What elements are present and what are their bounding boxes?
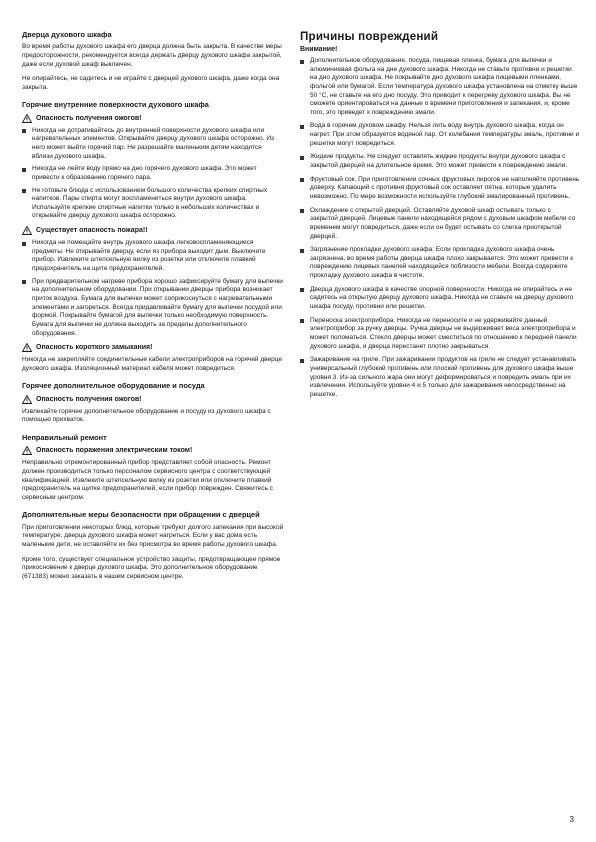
list-item: Дополнительное оборудование, посуда, пищевая пленка, бумага для выпечки и алюминиевая фольга на дне духового шкафа. Никогда не ставьте противни и решетки на дно духового шкафа. Не покрывайте дно духового шкафа пищевыми пленками, фольгой или бумагой. Если температура духового шкафа установлена на отметку выше 50 °C, не ставьте на его дно посуду. Это приводит к перегреву духового шкафа. Вы не сможете ориентироваться на данные о времени приготовления и запекания, и, кроме того, это приведет к повреждению эмали. [300, 57, 580, 117]
section-heading: Неправильный ремонт [22, 432, 107, 442]
warning-burn [22, 395, 284, 404]
page-title: Причины повреждений [300, 30, 439, 43]
warning-triangle-icon [22, 395, 32, 404]
section-improper-repair [22, 433, 284, 502]
list-item: При предварительном нагреве прибора хорошо зафиксируйте бумагу для выпечки на дополнительном оборудовании. При открывании дверцы прибора возникает приток воздуха. Бумага для выпечки может соприкоснуться с нагревательными элементами и загореться. Всегда придавливайте бумагу для выпечки посудой или формой. Покрывайте бумагой для выпечки только необходимую поверхность. Бумага для выпечки не должна выходить за пределы дополнительного оборудования. [22, 278, 284, 338]
paragraph: Никогда не закрепляйте соединительные кабели электроприборов на горячей дверце духового шкафа. Изоляционный материал кабеля может повредиться. [22, 356, 283, 372]
page-number: 3 [569, 815, 574, 824]
section-hot-accessories [22, 381, 284, 425]
list-item: Никогда не лейте воду прямо на дно горячего духового шкафа. Это может привести к образованию горячего пара. [22, 165, 284, 182]
warning-triangle-icon [22, 226, 32, 235]
section-oven-door [22, 30, 284, 92]
warning-short-circuit [22, 343, 284, 352]
list-item: Загрязнение прокладки духового шкафа: Если прокладка духового шкафа очень загрязнена, во время работы дверца шкафа плохо закрывается. Это может привести к повреждению лицевых панелей находящейся поблизости мебели. Всегда содержите прокладку духового шкафа в чистоте. [300, 246, 580, 281]
section-heading: Дверца духового шкафа [22, 30, 112, 39]
list-item: Переноска электроприбора. Никогда не переносите и не удерживайте данный электроприбор за ручку дверцы. Ручка дверцы не выдерживает веса электроприбора и может поломаться. Стекло дверцы может сместиться по отношению к передней панели духового шкафа, и дверца перестанет плотно закрываться. [300, 317, 580, 352]
warning-triangle-icon [22, 114, 32, 123]
bullet-list [22, 127, 284, 221]
bullet-list [22, 239, 284, 338]
list-item: Никогда не дотрагивайтесь до внутренней поверхности духового шкафа или нагревательных элементов. Открывайте дверцу духового шкафа осторожно. Из него может выйти горячий пар. Не разрешайте маленьким детям находится вблизи духового шкафа. [22, 127, 284, 162]
paragraph: Во время работы духового шкафа его дверца должна быть закрыта. В качестве меры предосторожности, рекомендуется всегда держать дверцу духового шкафа закрытой, даже если духовой шкаф выключен. [22, 43, 282, 68]
list-item: Зажаривание на гриле. При зажаривании продуктов на гриле не следует устанавливать универсальный глубокий противень или плоский противень для духового шкафа выше уровня 3. Из-за сильного жара они могут деформироваться и повредить эмаль при их извлечении. Используйте уровни 4 и 5 только для зажаривания непосредственно на решетке. [300, 356, 580, 399]
section-heading: Горячее дополнительное оборудование и посуда [22, 381, 205, 391]
left-column [22, 30, 284, 590]
list-item: Вода в горячем духовом шкафу. Нельзя лить воду внутрь духового шкафа, когда он нагрет. При этом образуется водяной пар. От колебания температуры эмаль, противни и решетки могут повредиться. [300, 122, 580, 148]
section-hot-surfaces [22, 100, 284, 373]
list-item: Дверца духового шкафа в качестве опорной поверхности. Никогда не опирайтесь и не садитесь на открытую дверцу духового шкафа. Никогда не ставьте на дверцу духового шкафа посуду, противни или решетки. [300, 286, 580, 312]
list-item: Никогда не помещайте внутрь духового шкафа легковоспламеняющиеся предметы. Не открывайте дверцу, если из прибора выходит дым. Выключите прибор. Извлеките штепсельную вилку из розетки или отключите плавкий предохранитель на щите предохранителей. [22, 239, 284, 274]
section-heading: Дополнительные меры безопасности при обращении с дверцей [22, 510, 260, 520]
warning-label: Опасность получения ожогов! [36, 114, 142, 122]
warning-label: Опасность поражения электрическим током! [36, 447, 193, 455]
damage-causes-list [300, 57, 580, 399]
warning-triangle-icon [22, 343, 32, 352]
warning-triangle-icon [22, 446, 32, 455]
list-item: Охлаждение с открытой дверцей. Оставляйте духовой шкаф остывать только с закрытой дверцей. Лицевые панели находящейся рядом с духовым шкафом мебели со временем могут повредиться, даже если он будет остывать со слегка приоткрытой дверцей. [300, 207, 580, 242]
warning-fire [22, 226, 284, 235]
section-door-safety [22, 510, 284, 581]
warning-burn [22, 114, 284, 123]
paragraph: Неправильно отремонтированный прибор представляет собой опасность. Ремонт должен производиться только персоналом сервисного центра с соответствующей квалификацией. Извлеките штепсельную вилку из розетки или отключите плавкий предохранитель на щитке предохранителей, если прибор поврежден. Свяжитесь с сервисным центром. [22, 459, 273, 501]
paragraph: Извлекайте горячее дополнительное оборудование и посуду из духового шкафа с помощью прихваток. [22, 407, 271, 424]
warning-label: Существует опасность пожара!! [36, 227, 148, 235]
list-item: Фруктовый сок. При приготовлении сочных фруктовых пирогов не наполняйте противень доверху. Капающий с противня фруктовый сок оставляет пятна, которые удалить невозможно. По мере возможности используйте глубокий эмалированный противень. [300, 176, 580, 202]
paragraph: При приготовлении некоторых блюд, которые требуют долгого запекания при высокой температуре, дверца духового шкафа может нагреться. Если у вас дома есть маленькие дети, не оставляйте их без присмотра во время работы духового шкафа. [22, 523, 284, 548]
warning-label: Опасность короткого замыкания! [36, 344, 153, 352]
paragraph: Не опирайтесь, не садитесь и не играйте с дверцей духового шкафа, даже когда она закрыта. [22, 75, 280, 91]
section-heading: Горячие внутренние поверхности духового шкафа [22, 100, 209, 110]
warning-label: Опасность получения ожогов! [36, 395, 142, 403]
attention-label: Внимание! [300, 46, 338, 53]
warning-electric-shock [22, 446, 284, 455]
list-item: Жидкие продукты. Не следует оставлять жидкие продукты внутри духового шкафа с закрытой дверцей на длительное время. Это может привести к повреждению эмали. [300, 153, 580, 170]
paragraph: Кроме того, существует специальное устройство защиты, предотвращающее прямое прикосновение к дверце духового шкафа. Это дополнительное оборудование (671383) можно заказать в нашем сервисном центре. [22, 555, 281, 580]
right-column [300, 30, 580, 404]
list-item: Не готовьте блюда с использованием большого количества крепких спиртных напитков. Пары спирта могут воспламениться внутри духового шкафа. Используйте крепкие спиртные напитки только в небольших количествах и открывайте дверцу духового шкафа осторожно. [22, 187, 284, 222]
